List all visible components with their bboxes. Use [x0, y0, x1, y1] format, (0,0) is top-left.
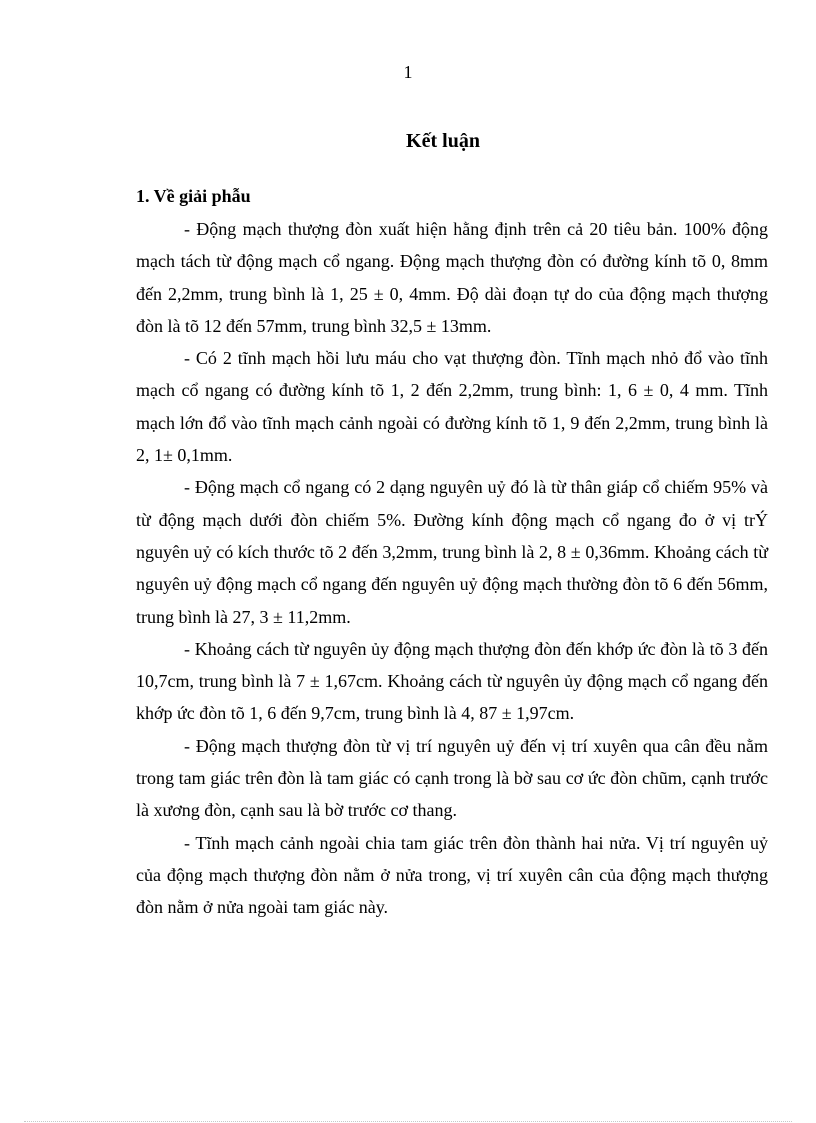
paragraph-transverse-cervical-artery: - Động mạch cổ ngang có 2 dạng nguyên uỷ đó là từ thân giáp cổ chiếm 95% và từ động mạch dưới đòn chiếm 5%. Đường kính động mạch cổ ngang đo ở vị trÝ nguyên uỷ có kích thước tõ 2 đến 3,2mm, trung bình là 2, 8 ± 0,36mm. Khoảng cách từ nguyên uỷ động mạch cổ ngang đến nguyên uỷ động mạch thường đòn tõ 6 đến 56mm, trung bình là 27, 3 ± 11,2mm.	[136, 477, 768, 627]
paragraph-distances: - Khoảng cách từ nguyên ủy động mạch thượng đòn đến khớp ức đòn là tõ 3 đến 10,7cm, trung bình là 7 ± 1,67cm. Khoảng cách từ nguyên ủy động mạch cổ ngang đến khớp ức đòn tõ 1, 6 đến 9,7cm, trung bình là 4, 87 ± 1,97cm.	[136, 638, 768, 724]
paragraph-veins: - Có 2 tĩnh mạch hồi lưu máu cho vạt thượng đòn. Tĩnh mạch nhỏ đổ vào tĩnh mạch cổ ngang có đường kính tõ 1, 2 đến 2,2mm, trung bình: 1, 6 ± 0, 4 mm. Tĩnh mạch lớn đổ vào tĩnh mạch cảnh ngoài có đường kính tõ 1, 9 đến 2,2mm, trung bình là 2, 1± 0,1mm.	[136, 348, 768, 466]
paragraph-artery-overview: - Động mạch thượng đòn xuất hiện hằng định trên cả 20 tiêu bản. 100% động mạch tách từ động mạch cổ ngang. Động mạch thượng đòn có đường kính tõ 0, 8mm đến 2,2mm, trung bình là 1, 25 ± 0, 4mm. Độ dài đoạn tự do của động mạch thượng đòn là tõ 12 đến 57mm, trung bình 32,5 ± 13mm.	[136, 219, 768, 336]
page-title: Kết luận	[406, 130, 480, 152]
paragraph-triangle-location: - Động mạch thượng đòn từ vị trí nguyên uỷ đến vị trí xuyên qua cân đều nằm trong tam giác trên đòn là tam giác có cạnh trong là bờ sau cơ ức đòn chũm, cạnh trước là xương đòn, cạnh sau là bờ trước cơ thang.	[136, 735, 768, 821]
page-number: 1	[403, 62, 413, 82]
paragraph-external-jugular: - Tĩnh mạch cảnh ngoài chia tam giác trên đòn thành hai nửa. Vị trí nguyên uỷ của động mạch thượng đòn nằm ở nửa trong, vị trí xuyên cân của động mạch thượng đòn nằm ở nửa ngoài tam giác này.	[136, 832, 768, 918]
page-bottom-border	[24, 1121, 792, 1122]
body-text	[136, 213, 768, 924]
section-heading: 1. Về giải phẫu	[136, 186, 251, 206]
